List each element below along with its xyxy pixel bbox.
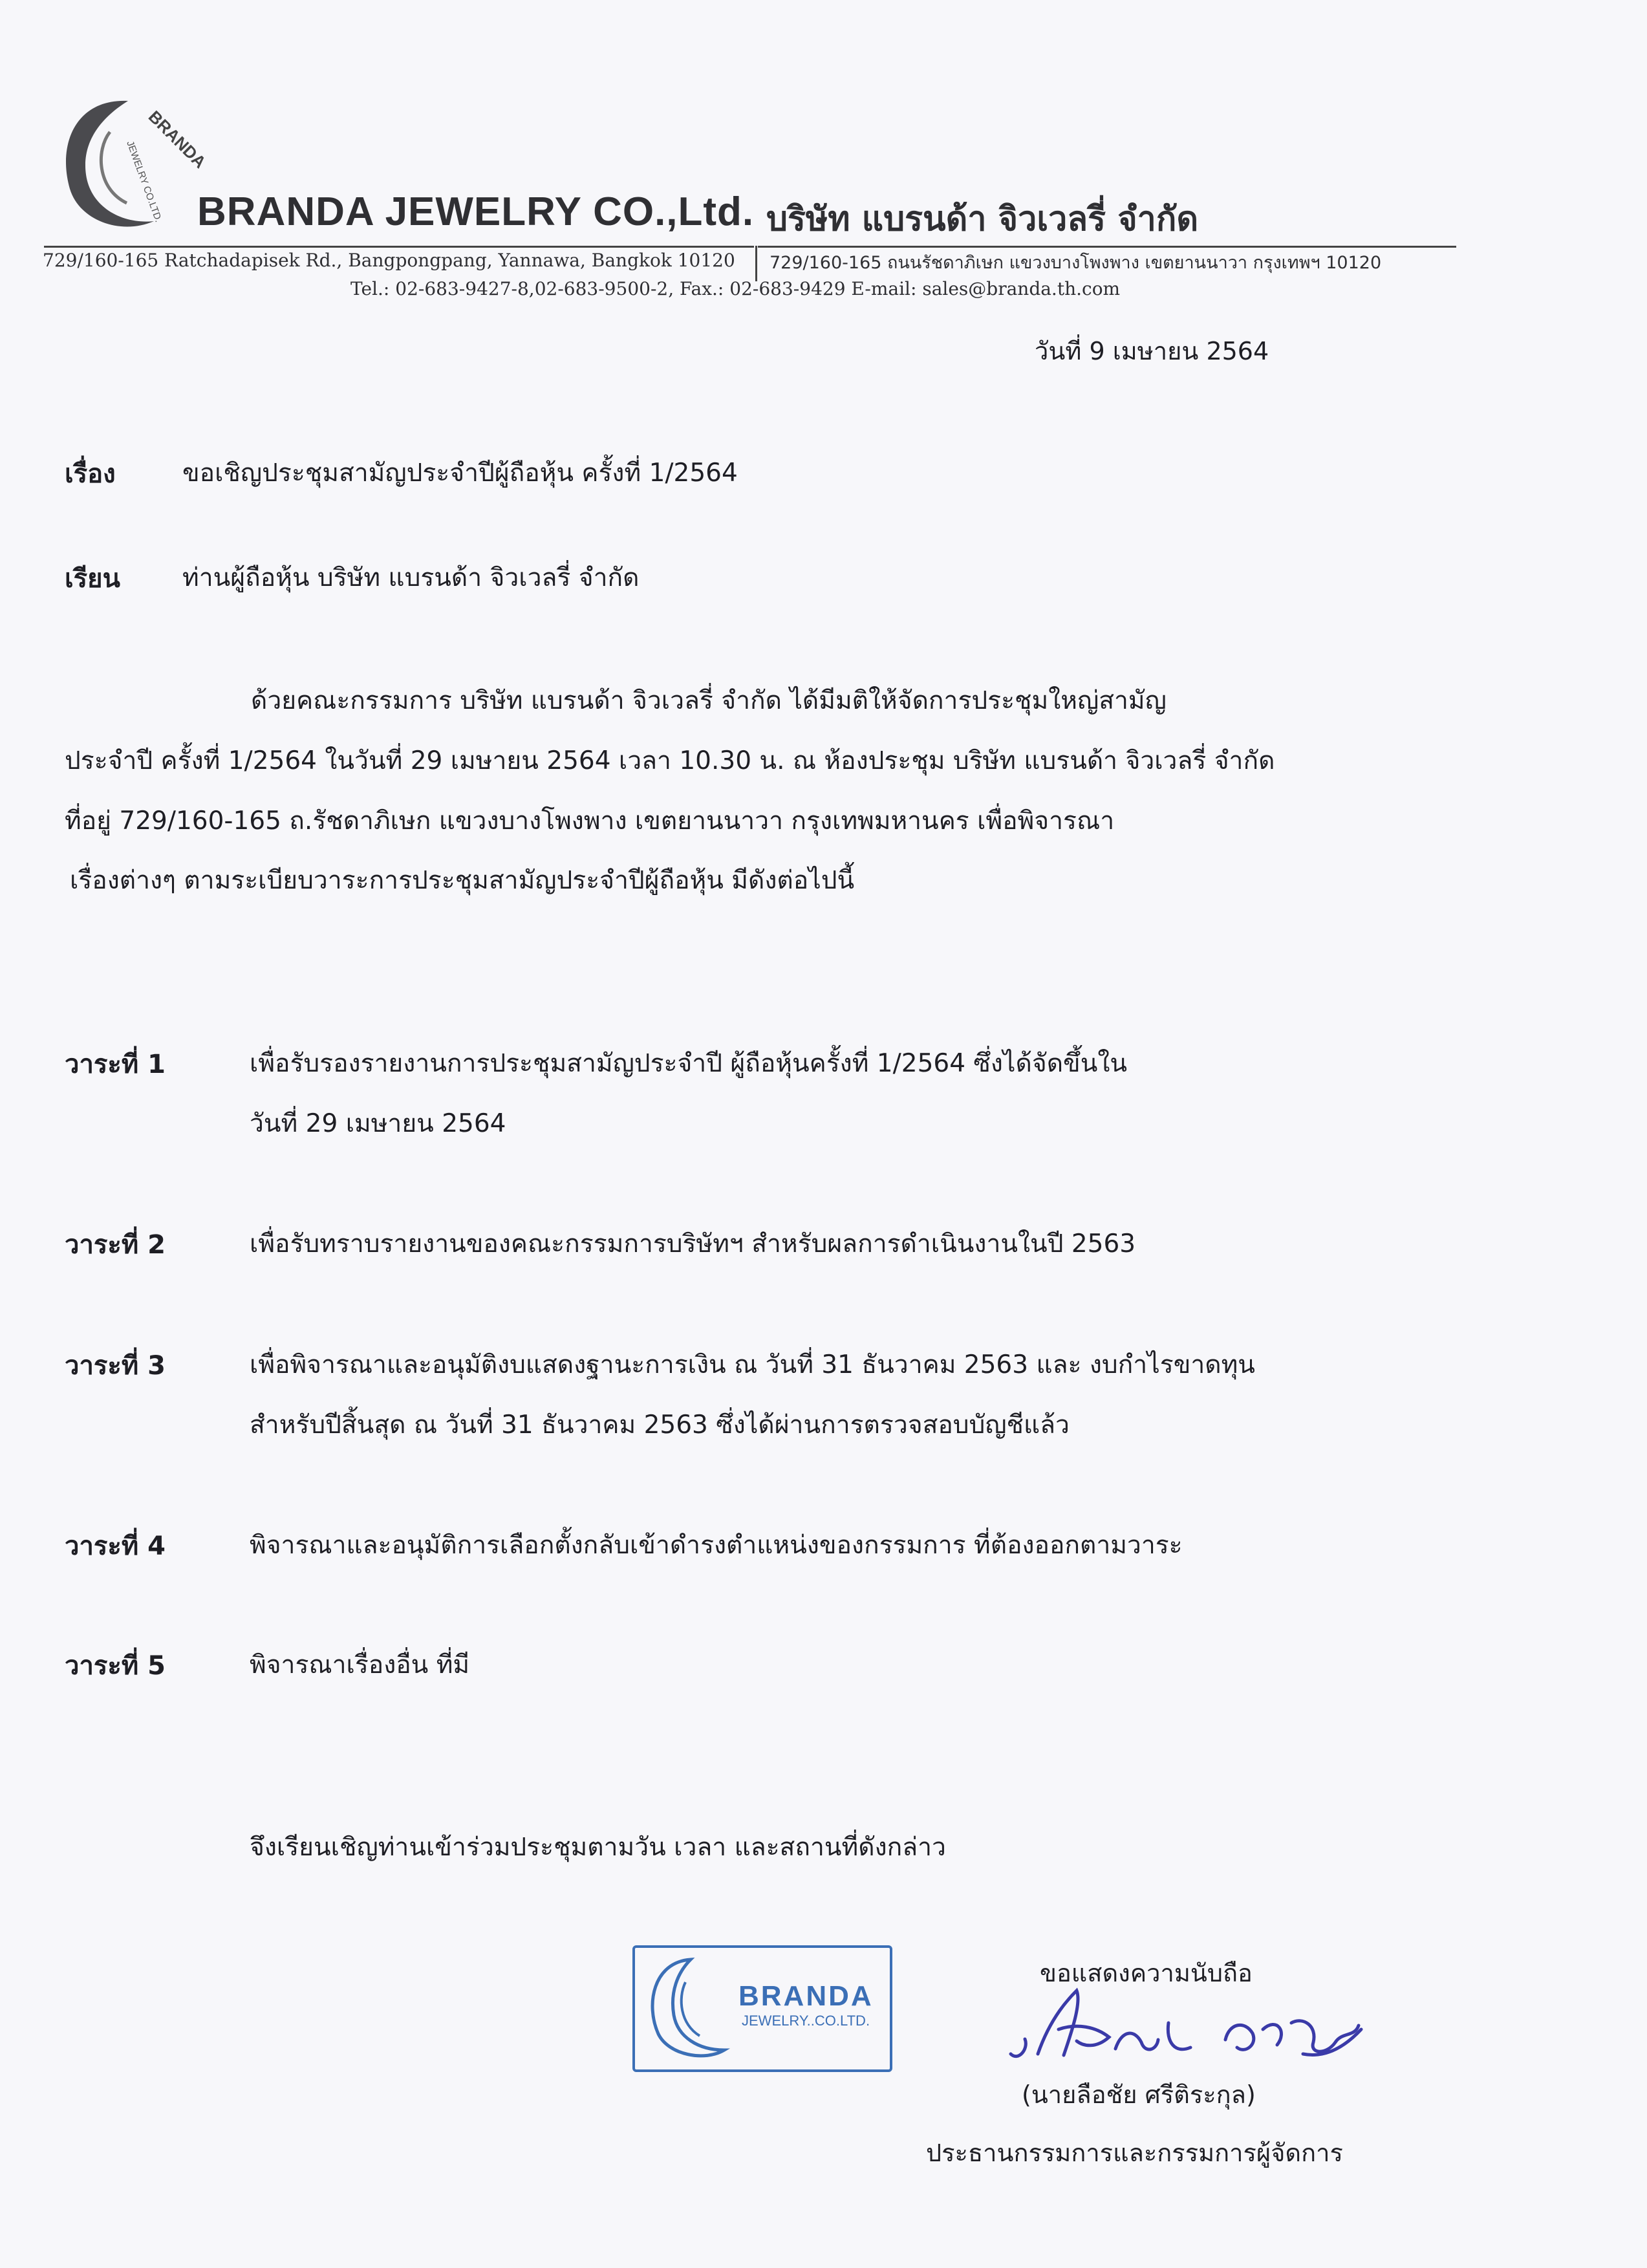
subject-label: เรื่อง — [65, 459, 116, 489]
company-name-th: บริษัท แบรนด้า จิวเวลรี่ จำกัด — [766, 200, 1199, 239]
letterhead-divider — [758, 246, 1456, 248]
agenda-text: วันที่ 29 เมษายน 2564 — [250, 1109, 506, 1138]
address-en: 729/160-165 Ratchadapisek Rd., Bangpongpang, Yannawa, Bangkok 10120 — [43, 250, 735, 271]
agenda-label: วาระที่ 4 — [65, 1531, 166, 1561]
stamp-logo-icon — [640, 1953, 737, 2064]
agenda-label: วาระที่ 3 — [65, 1351, 166, 1381]
agenda-label: วาระที่ 2 — [65, 1230, 166, 1260]
address-th: 729/160-165 ถนนรัชดาภิเษก แขวงบางโพงพาง เขตยานนาวา กรุงเทพฯ 10120 — [770, 253, 1382, 273]
invitation-text: จึงเรียนเชิญท่านเข้าร่วมประชุมตามวัน เวลา และสถานที่ดังกล่าว — [250, 1833, 946, 1862]
company-logo — [50, 92, 210, 241]
closing-text: ขอแสดงความนับถือ — [1040, 1959, 1253, 1987]
company-name-en: BRANDA JEWELRY CO.,Ltd. — [197, 189, 755, 234]
agenda-text: เพื่อรับรองรายงานการประชุมสามัญประจำปี ผู้ถือหุ้นครั้งที่ 1/2564 ซึ่งได้จัดขึ้นใน — [250, 1049, 1128, 1078]
agenda-label: วาระที่ 1 — [65, 1050, 166, 1079]
body-line: ด้วยคณะกรรมการ บริษัท แบรนด้า จิวเวลรี่ จำกัด ได้มีมติให้จัดการประชุมใหญ่สามัญ — [251, 686, 1167, 715]
signer-name: (นายลือชัย ศรีติระกุล) — [1022, 2080, 1256, 2109]
svg-text:BRANDA: BRANDA — [144, 107, 210, 172]
handwritten-signature — [999, 1978, 1374, 2075]
letterhead-divider — [755, 246, 757, 281]
body-line: ที่อยู่ 729/160-165 ถ.รัชดาภิเษก แขวงบางโพงพาง เขตยานนาวา กรุงเทพมหานคร เพื่อพิจารณา — [65, 806, 1115, 836]
body-line: ประจำปี ครั้งที่ 1/2564 ในวันที่ 29 เมษายน 2564 เวลา 10.30 น. ณ ห้องประชุม บริษัท แบรนด้า จิวเวลรี่ จำกัด — [65, 746, 1275, 775]
stamp-subtitle: JEWELRY..CO.LTD. — [742, 2013, 870, 2029]
agenda-text: เพื่อพิจารณาและอนุมัติงบแสดงฐานะการเงิน ณ วันที่ 31 ธันวาคม 2563 และ งบกำไรขาดทุน — [250, 1350, 1255, 1379]
body-line: เรื่องต่างๆ ตามระเบียบวาระการประชุมสามัญประจำปีผู้ถือหุ้น มีดังต่อไปนี้ — [70, 866, 855, 895]
recipient-text: ท่านผู้ถือหุ้น บริษัท แบรนด้า จิวเวลรี่ จำกัด — [182, 563, 640, 592]
letterhead-divider — [44, 246, 754, 248]
recipient-label: เรียน — [65, 564, 120, 594]
contact-info: Tel.: 02-683-9427-8,02-683-9500-2, Fax.: 02-683-9429 E-mail: sales@branda.th.com — [350, 278, 1121, 299]
agenda-text: สำหรับปีสิ้นสุด ณ วันที่ 31 ธันวาคม 2563 ซึ่งได้ผ่านการตรวจสอบบัญชีแล้ว — [250, 1410, 1070, 1440]
agenda-label: วาระที่ 5 — [65, 1651, 166, 1681]
agenda-text: พิจารณาและอนุมัติการเลือกตั้งกลับเข้าดำรงตำแหน่งของกรรมการ ที่ต้องออกตามวาระ — [250, 1531, 1183, 1560]
subject-text: ขอเชิญประชุมสามัญประจำปีผู้ถือหุ้น ครั้งที่ 1/2564 — [182, 459, 738, 488]
letter-date: วันที่ 9 เมษายน 2564 — [1035, 337, 1269, 365]
signer-position: ประธานกรรมการและกรรมการผู้จัดการ — [926, 2139, 1343, 2167]
svg-text:JEWELRY CO.LTD.: JEWELRY CO.LTD. — [124, 139, 164, 224]
agenda-text: พิจารณาเรื่องอื่น ที่มี — [250, 1650, 470, 1679]
agenda-text: เพื่อรับทราบรายงานของคณะกรรมการบริษัทฯ สำหรับผลการดำเนินงานในปี 2563 — [250, 1229, 1136, 1258]
stamp-name: BRANDA — [738, 1980, 874, 2012]
